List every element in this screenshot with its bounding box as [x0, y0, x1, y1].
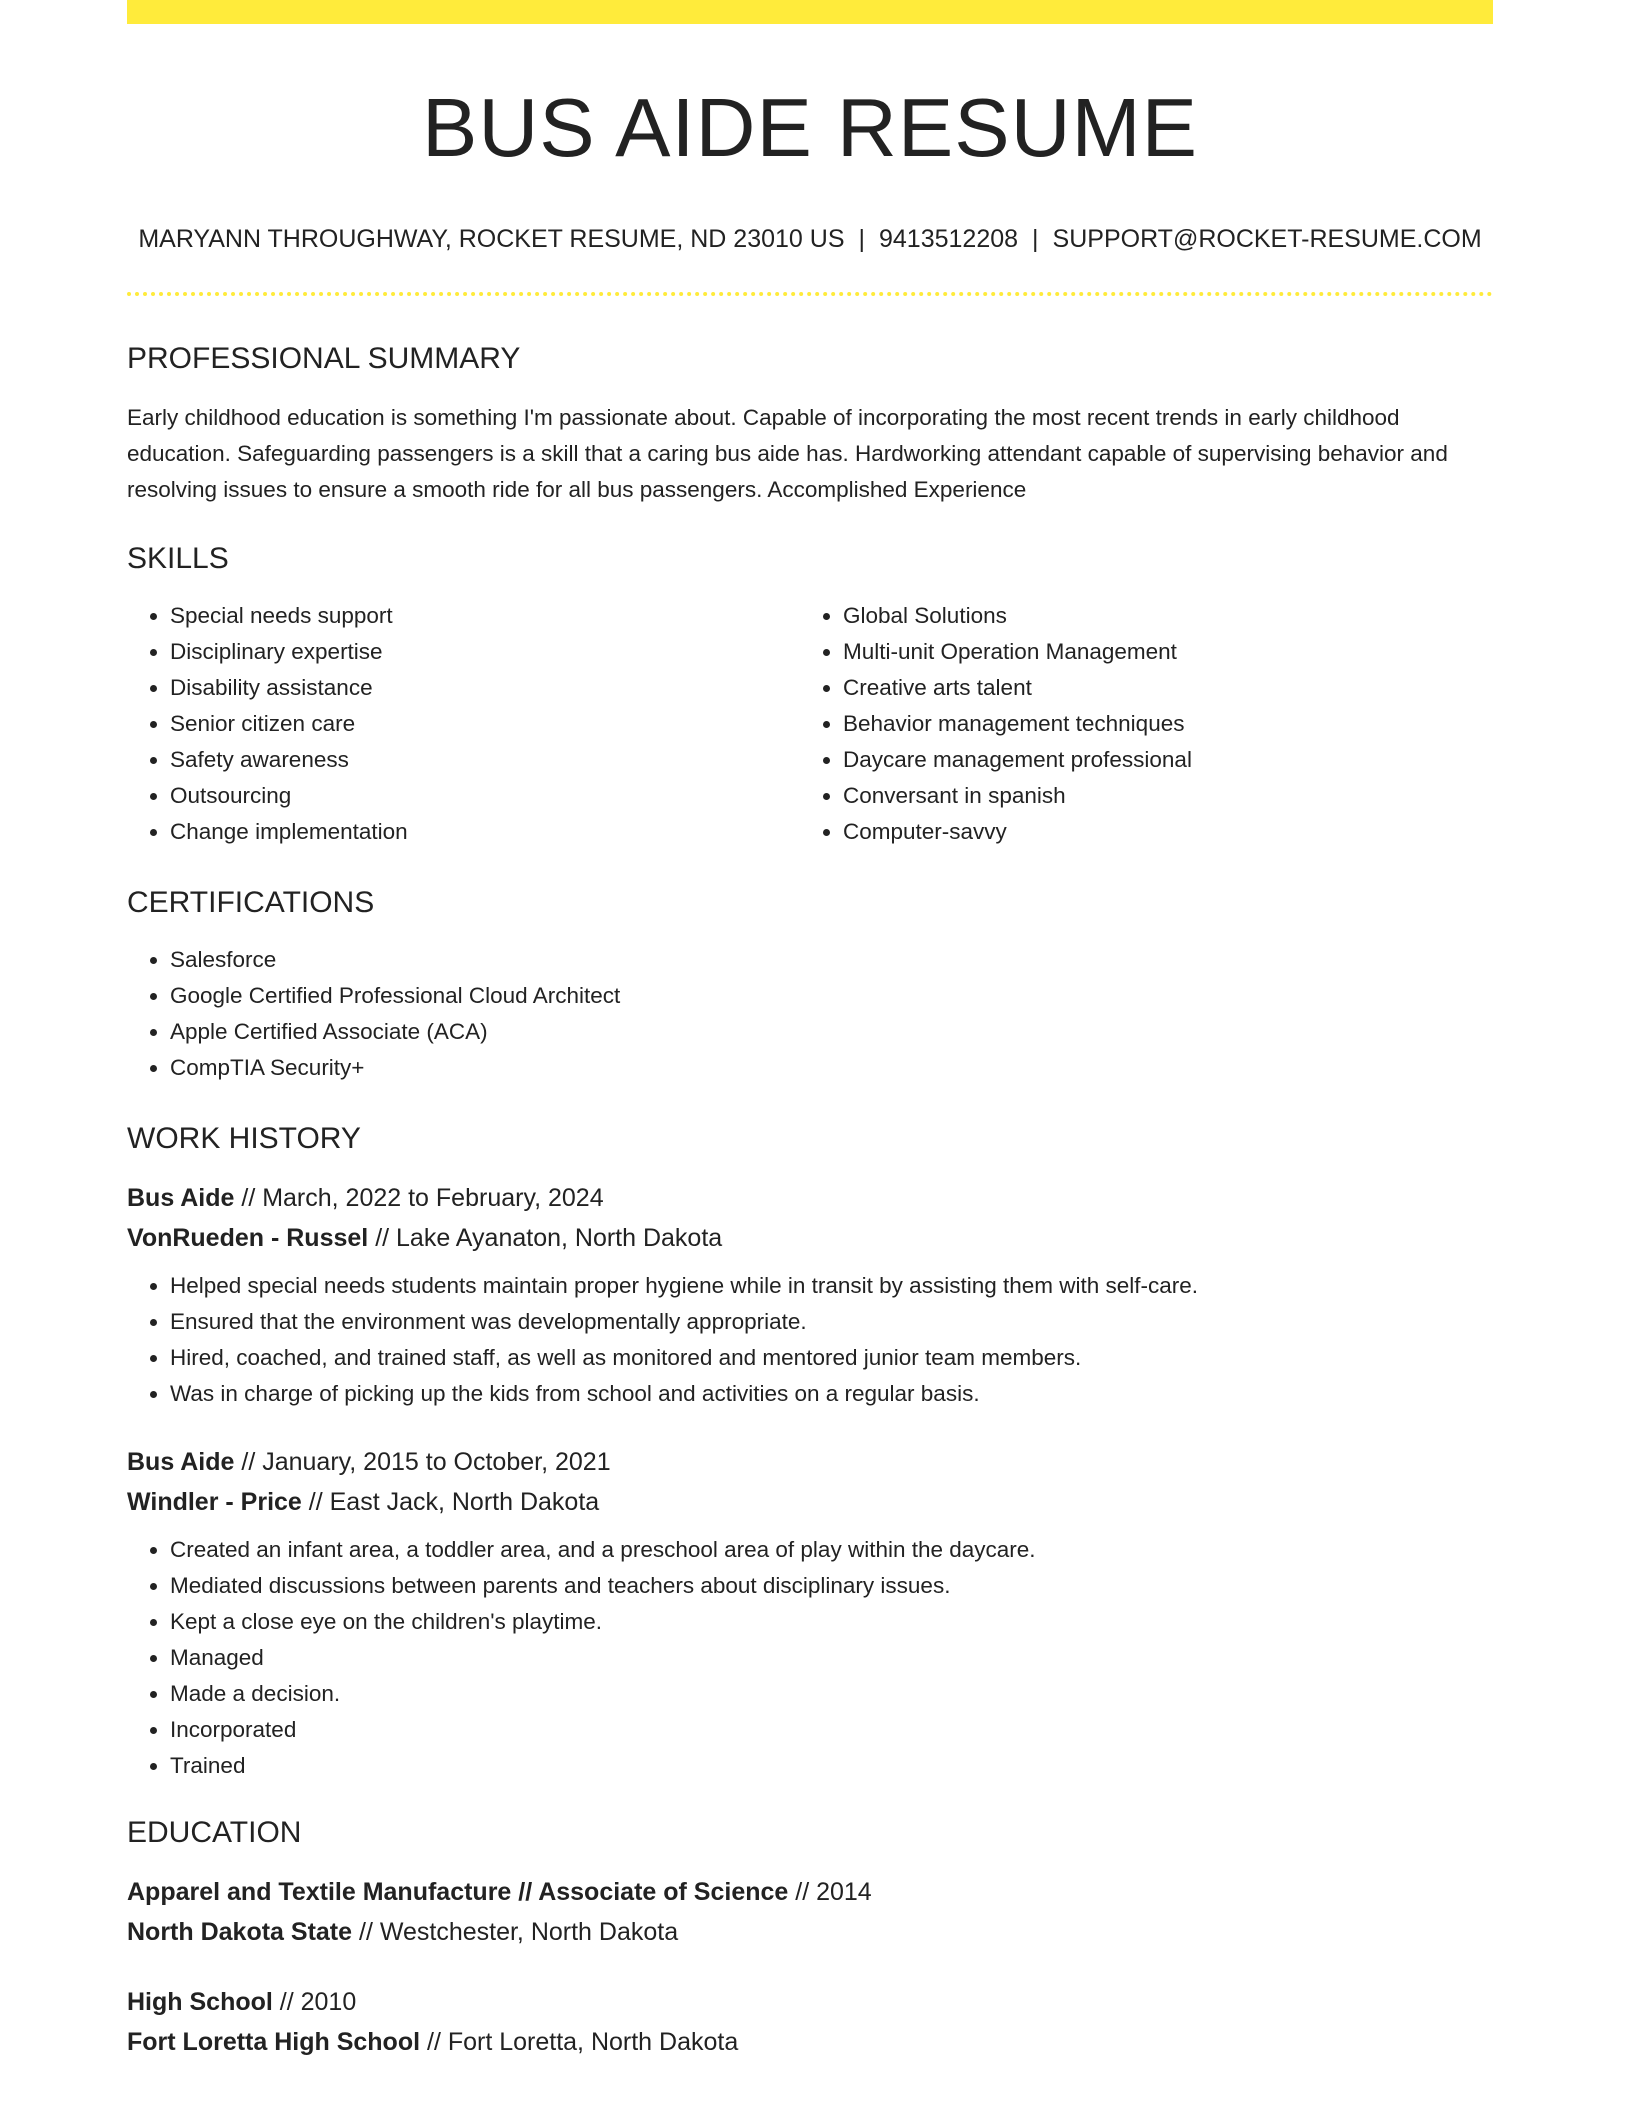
skill-item: • Conversant in spanish — [843, 778, 1473, 814]
certification-item: • CompTIA Security+ — [170, 1050, 1493, 1086]
certification-item: • Salesforce — [170, 942, 1493, 978]
education-degree-line — [127, 1872, 1493, 1912]
skill-item: • Change implementation — [170, 814, 800, 850]
skill-item: • Global Solutions — [843, 598, 1473, 634]
education-year: // 2014 — [788, 1878, 872, 1906]
job-bullets — [127, 1268, 1493, 1412]
skills-right-column — [800, 598, 1473, 850]
summary-heading: PROFESSIONAL SUMMARY — [127, 342, 521, 375]
job-location: // Lake Ayanaton, North Dakota — [368, 1224, 723, 1252]
skill-item: • Computer-savvy — [843, 814, 1473, 850]
education-school-line — [127, 2022, 1493, 2062]
top-accent-bar — [127, 0, 1493, 24]
job-location: // East Jack, North Dakota — [301, 1488, 600, 1516]
education-degree: Apparel and Textile Manufacture // Associate of Science — [127, 1878, 789, 1906]
resume-title: BUS AIDE RESUME — [421, 81, 1199, 174]
job-entry — [127, 1442, 1493, 1784]
skills-heading: SKILLS — [127, 542, 229, 575]
job-entry — [127, 1178, 1493, 1412]
resume-page — [127, 0, 1493, 2062]
skill-item: • Safety awareness — [170, 742, 800, 778]
job-company-line — [127, 1218, 1493, 1258]
job-role: Bus Aide — [127, 1448, 235, 1476]
job-bullet: • Created an infant area, a toddler area, and a preschool area of play within the daycare. — [170, 1532, 1493, 1568]
summary-text: Early childhood education is something I'm passionate about. Capable of incorporating the most recent trends in early childhood education. Safeguarding passengers is a skill that a caring bus aide has. Hardworking attendant capable of supervising behavior and resolving issues to ensure a smooth ride for all bus passengers. Accomplished Experience — [127, 405, 1448, 502]
job-bullet: • Helped special needs students maintain proper hygiene while in transit by assisting them with self-care. — [170, 1268, 1493, 1304]
skill-item: • Disability assistance — [170, 670, 800, 706]
job-title-line — [127, 1178, 1493, 1218]
contact-phone: 9413512208 — [879, 225, 1019, 253]
job-bullet: • Managed — [170, 1640, 1493, 1676]
job-company: VonRueden - Russel — [127, 1224, 369, 1252]
job-role: Bus Aide — [127, 1184, 235, 1212]
job-bullet: • Was in charge of picking up the kids from school and activities on a regular basis. — [170, 1376, 1493, 1412]
skills-left-list — [127, 598, 800, 850]
job-company-line — [127, 1482, 1493, 1522]
education-degree-line — [127, 1982, 1493, 2022]
job-bullet: • Trained — [170, 1748, 1493, 1784]
skills-right-list — [800, 598, 1473, 850]
education-location: // Westchester, North Dakota — [352, 1918, 679, 1946]
contact-separator: | — [858, 225, 865, 253]
education-school-line — [127, 1912, 1493, 1952]
job-bullet: • Made a decision. — [170, 1676, 1493, 1712]
education-school: North Dakota State — [127, 1918, 353, 1946]
work-history-heading: WORK HISTORY — [127, 1122, 361, 1155]
skill-item: • Behavior management techniques — [843, 706, 1473, 742]
certifications-heading: CERTIFICATIONS — [127, 886, 375, 919]
certification-item: • Google Certified Professional Cloud Architect — [170, 978, 1493, 1014]
job-dates: // January, 2015 to October, 2021 — [234, 1448, 611, 1476]
certification-item: • Apple Certified Associate (ACA) — [170, 1014, 1493, 1050]
job-bullet: • Incorporated — [170, 1712, 1493, 1748]
job-bullet: • Kept a close eye on the children's playtime. — [170, 1604, 1493, 1640]
education-entry — [127, 1982, 1493, 2062]
job-bullet: • Ensured that the environment was developmentally appropriate. — [170, 1304, 1493, 1340]
education-entry — [127, 1872, 1493, 1952]
skills-left-column — [127, 598, 800, 850]
education-location: // Fort Loretta, North Dakota — [420, 2028, 739, 2056]
job-bullet: • Mediated discussions between parents and teachers about disciplinary issues. — [170, 1568, 1493, 1604]
skill-item: • Disciplinary expertise — [170, 634, 800, 670]
certifications-list — [127, 942, 1493, 1086]
job-bullets — [127, 1532, 1493, 1784]
skill-item: • Daycare management professional — [843, 742, 1473, 778]
contact-address: MARYANN THROUGHWAY, ROCKET RESUME, ND 23010 US — [138, 225, 845, 253]
contact-separator: | — [1032, 225, 1039, 253]
skill-item: • Senior citizen care — [170, 706, 800, 742]
contact-line — [127, 227, 1493, 252]
skill-item: • Outsourcing — [170, 778, 800, 814]
skills-columns — [127, 598, 1493, 850]
skill-item: • Multi-unit Operation Management — [843, 634, 1473, 670]
education-degree: High School — [127, 1988, 273, 2016]
skill-item: • Special needs support — [170, 598, 800, 634]
job-title-line — [127, 1442, 1493, 1482]
job-dates: // March, 2022 to February, 2024 — [234, 1184, 604, 1212]
contact-email: SUPPORT@ROCKET-RESUME.COM — [1052, 225, 1482, 253]
dotted-divider — [127, 292, 1493, 296]
education-heading: EDUCATION — [127, 1816, 302, 1849]
skill-item: • Creative arts talent — [843, 670, 1473, 706]
education-school: Fort Loretta High School — [127, 2028, 421, 2056]
education-year: // 2010 — [272, 1988, 357, 2016]
job-company: Windler - Price — [127, 1488, 302, 1516]
job-bullet: • Hired, coached, and trained staff, as well as monitored and mentored junior team members. — [170, 1340, 1493, 1376]
